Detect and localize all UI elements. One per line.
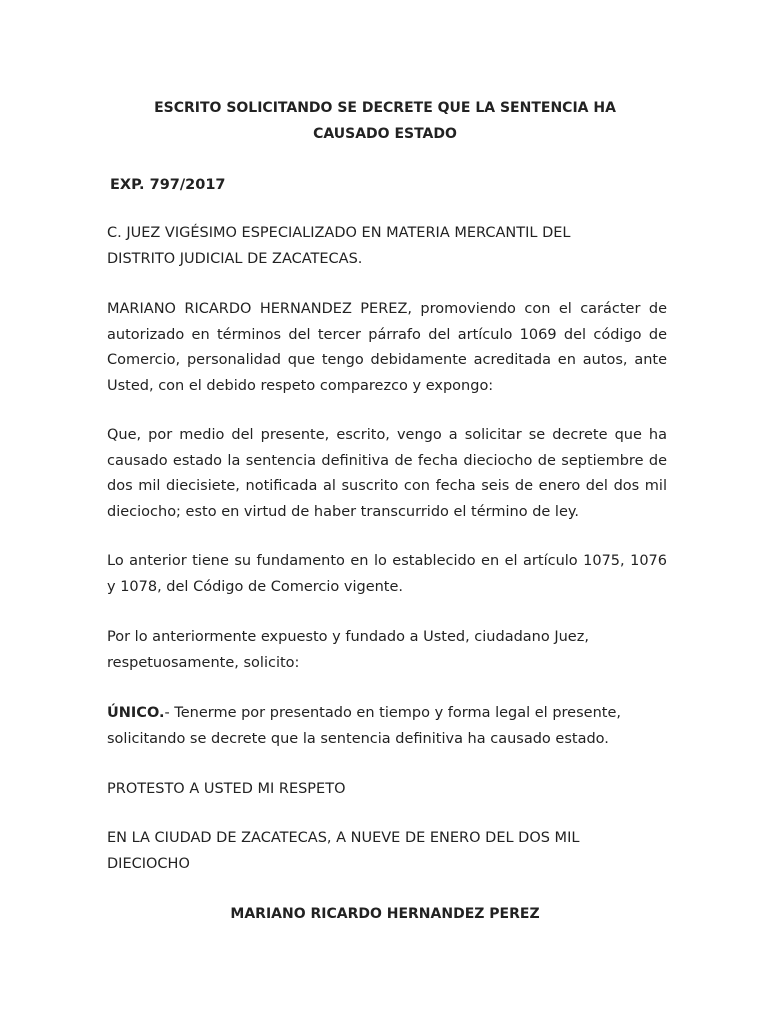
foundation-paragraph: [107, 549, 667, 600]
intro-line: Usted, con el debido respeto comparezco y expongo:: [107, 377, 494, 394]
signature-name: MARIANO RICARDO HERNANDEZ PEREZ: [230, 906, 540, 922]
protest-line: PROTESTO A USTED MI RESPETO: [107, 781, 346, 797]
unico-paragraph: [107, 701, 667, 752]
unico-text: - Tenerme por presentado en tiempo y forma legal el presente,: [164, 705, 621, 721]
addressee-paragraph: [107, 221, 667, 272]
title-line-1: ESCRITO SOLICITANDO SE DECRETE QUE LA SENTENCIA HA: [154, 100, 616, 116]
request-line: dieciocho; esto en virtud de haber transcurrido el término de ley.: [107, 503, 580, 520]
unico-line: [107, 701, 667, 727]
place-date-line: EN LA CIUDAD DE ZACATECAS, A NUEVE DE ENERO DEL DOS MIL: [107, 830, 580, 846]
addressee-line: DISTRITO JUDICIAL DE ZACATECAS.: [107, 250, 363, 267]
conclusion-line: Por lo anteriormente expuesto y fundado a Usted, ciudadano Juez,: [107, 629, 589, 645]
unico-line: solicitando se decrete que la sentencia definitiva ha causado estado.: [107, 730, 609, 747]
intro-paragraph: [107, 297, 667, 399]
conclusion-line: respetuosamente, solicito:: [107, 654, 300, 671]
addressee-line: C. JUEZ VIGÉSIMO ESPECIALIZADO EN MATERIA MERCANTIL DEL: [107, 225, 571, 241]
intro-line: autorizado en términos del tercer párrafo del artículo 1069 del código de: [107, 326, 667, 343]
place-date-paragraph: [107, 826, 667, 877]
expediente-number: EXP. 797/2017: [110, 177, 226, 193]
foundation-line: y 1078, del Código de Comercio vigente.: [107, 578, 404, 595]
foundation-line: Lo anterior tiene su fundamento en lo establecido en el artículo 1075, 1076: [107, 553, 667, 569]
document-title: [100, 95, 670, 147]
request-line: causado estado la sentencia definitiva de fecha dieciocho de septiembre de: [107, 452, 667, 469]
title-line-2: CAUSADO ESTADO: [313, 126, 457, 142]
intro-line: Comercio, personalidad que tengo debidamente acreditada en autos, ante: [107, 352, 667, 368]
request-line: dos mil diecisiete, notificada al suscrito con fecha seis de enero del dos mil: [107, 478, 667, 494]
request-paragraph: [107, 423, 667, 525]
place-date-line: DIECIOCHO: [107, 855, 190, 872]
conclusion-paragraph: [107, 625, 667, 676]
intro-line: MARIANO RICARDO HERNANDEZ PEREZ, promoviendo con el carácter de: [107, 301, 667, 317]
request-line: Que, por medio del presente, escrito, vengo a solicitar se decrete que ha: [107, 427, 667, 443]
unico-label: ÚNICO.: [107, 705, 165, 721]
